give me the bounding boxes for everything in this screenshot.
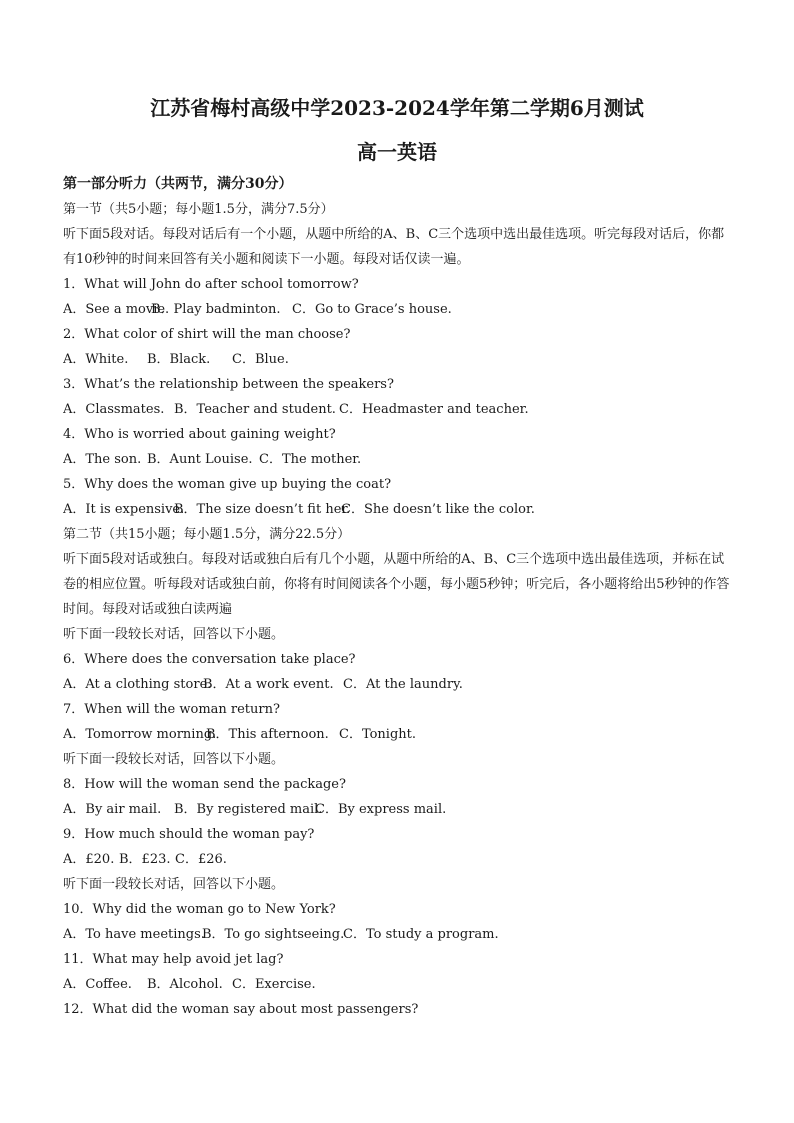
q8-option-a: A．By air mail.: [63, 802, 162, 817]
q1-option-b: B．Play badminton.: [151, 302, 281, 317]
exam-subtitle: 高一英语: [357, 140, 437, 164]
q10-option-c: C．To study a program.: [343, 927, 499, 942]
question-2: 2．What color of shirt will the man choose?: [63, 327, 351, 342]
section1-instructions: 听下面5段对话。每段对话后有一个小题，从题中所给的A、B、C三个选项中选出最佳选项。听完每段对话后，你都有10秒钟的时间来回答有关小题和阅读下一小题。每段对话仅读一遍。: [63, 227, 725, 267]
q4-option-b: B．Aunt Louise.: [147, 452, 253, 467]
question-12: 12．What did the woman say about most passengers?: [63, 1002, 419, 1017]
q3-option-c: C．Headmaster and teacher.: [339, 402, 529, 417]
question-9-options: [63, 847, 733, 872]
question-11: 11．What may help avoid jet lag?: [63, 952, 284, 967]
question-4-options: [63, 447, 733, 472]
question-2-options: [63, 347, 733, 372]
question-6-options: [63, 672, 733, 697]
q5-option-c: C．She doesn’t like the color.: [341, 502, 535, 517]
q7-option-c: C．Tonight.: [339, 727, 417, 742]
q11-option-b: B．Alcohol.: [147, 977, 223, 992]
q8-option-c: C．By express mail.: [315, 802, 447, 817]
q2-option-b: B．Black.: [147, 352, 211, 367]
q5-option-a: A．It is expensive.: [63, 502, 185, 517]
q9-option-b: B．£23.: [119, 852, 171, 867]
q6-option-a: A．At a clothing store.: [63, 677, 212, 692]
q9-option-a: A．£20.: [63, 852, 115, 867]
question-7-options: [63, 722, 733, 747]
question-10-options: [63, 922, 733, 947]
q2-option-c: C．Blue.: [232, 352, 289, 367]
dialogue-intro-3: 听下面一段较长对话，回答以下小题。: [63, 877, 285, 892]
q5-option-b: B．The size doesn’t fit her.: [174, 502, 351, 517]
question-5-options: [63, 497, 733, 522]
question-4: 4．Who is worried about gaining weight?: [63, 427, 336, 442]
q1-option-c: C．Go to Grace’s house.: [292, 302, 452, 317]
question-6: 6．Where does the conversation take place?: [63, 652, 356, 667]
q3-option-b: B．Teacher and student.: [174, 402, 336, 417]
q11-option-a: A．Coffee.: [63, 977, 132, 992]
dialogue-intro-2: 听下面一段较长对话，回答以下小题。: [63, 752, 285, 767]
q4-option-a: A．The son.: [63, 452, 142, 467]
q9-option-c: C．£26.: [175, 852, 227, 867]
question-11-options: [63, 972, 733, 997]
q7-option-a: A．Tomorrow morning.: [63, 727, 217, 742]
section2-instructions: 听下面5段对话或独白。每段对话或独白后有几个小题，从题中所给的A、B、C三个选项中选出最佳选项，并标在试卷的相应位置。听每段对话或独白前，你将有时间阅读各个小题，每小题5秒钟；听完后，各小题将给出5秒钟的作答时间。每段对话或独白读两遍: [63, 552, 730, 617]
part1-heading: 第一部分听力（共两节，满分30分）: [63, 176, 293, 192]
q6-option-b: B．At a work event.: [203, 677, 334, 692]
dialogue-intro-1: 听下面一段较长对话，回答以下小题。: [63, 627, 285, 642]
section2-heading: 第二节（共15小题；每小题1.5分，满分22.5分）: [63, 527, 351, 542]
exam-title: 江苏省梅村高级中学2023-2024学年第二学期6月测试: [150, 96, 644, 120]
question-1-options: [63, 297, 733, 322]
question-8-options: [63, 797, 733, 822]
question-1: 1．What will John do after school tomorrow?: [63, 277, 359, 292]
q1-option-a: A．See a movie.: [63, 302, 170, 317]
q4-option-c: C．The mother.: [259, 452, 362, 467]
q11-option-c: C．Exercise.: [232, 977, 316, 992]
question-3: 3．What’s the relationship between the speakers?: [63, 377, 394, 392]
q6-option-c: C．At the laundry.: [343, 677, 463, 692]
q2-option-a: A．White.: [63, 352, 129, 367]
q8-option-b: B．By registered mail.: [174, 802, 323, 817]
section1-heading: 第一节（共5小题；每小题1.5分，满分7.5分）: [63, 202, 334, 217]
q7-option-b: B．This afternoon.: [206, 727, 329, 742]
exam-content: [63, 172, 733, 1022]
question-3-options: [63, 397, 733, 422]
question-8: 8．How will the woman send the package?: [63, 777, 346, 792]
question-7: 7．When will the woman return?: [63, 702, 280, 717]
question-5: 5．Why does the woman give up buying the coat?: [63, 477, 392, 492]
q3-option-a: A．Classmates.: [63, 402, 165, 417]
question-10: 10．Why did the woman go to New York?: [63, 902, 336, 917]
q10-option-b: B．To go sightseeing.: [202, 927, 345, 942]
q10-option-a: A．To have meetings.: [63, 927, 205, 942]
question-9: 9．How much should the woman pay?: [63, 827, 315, 842]
